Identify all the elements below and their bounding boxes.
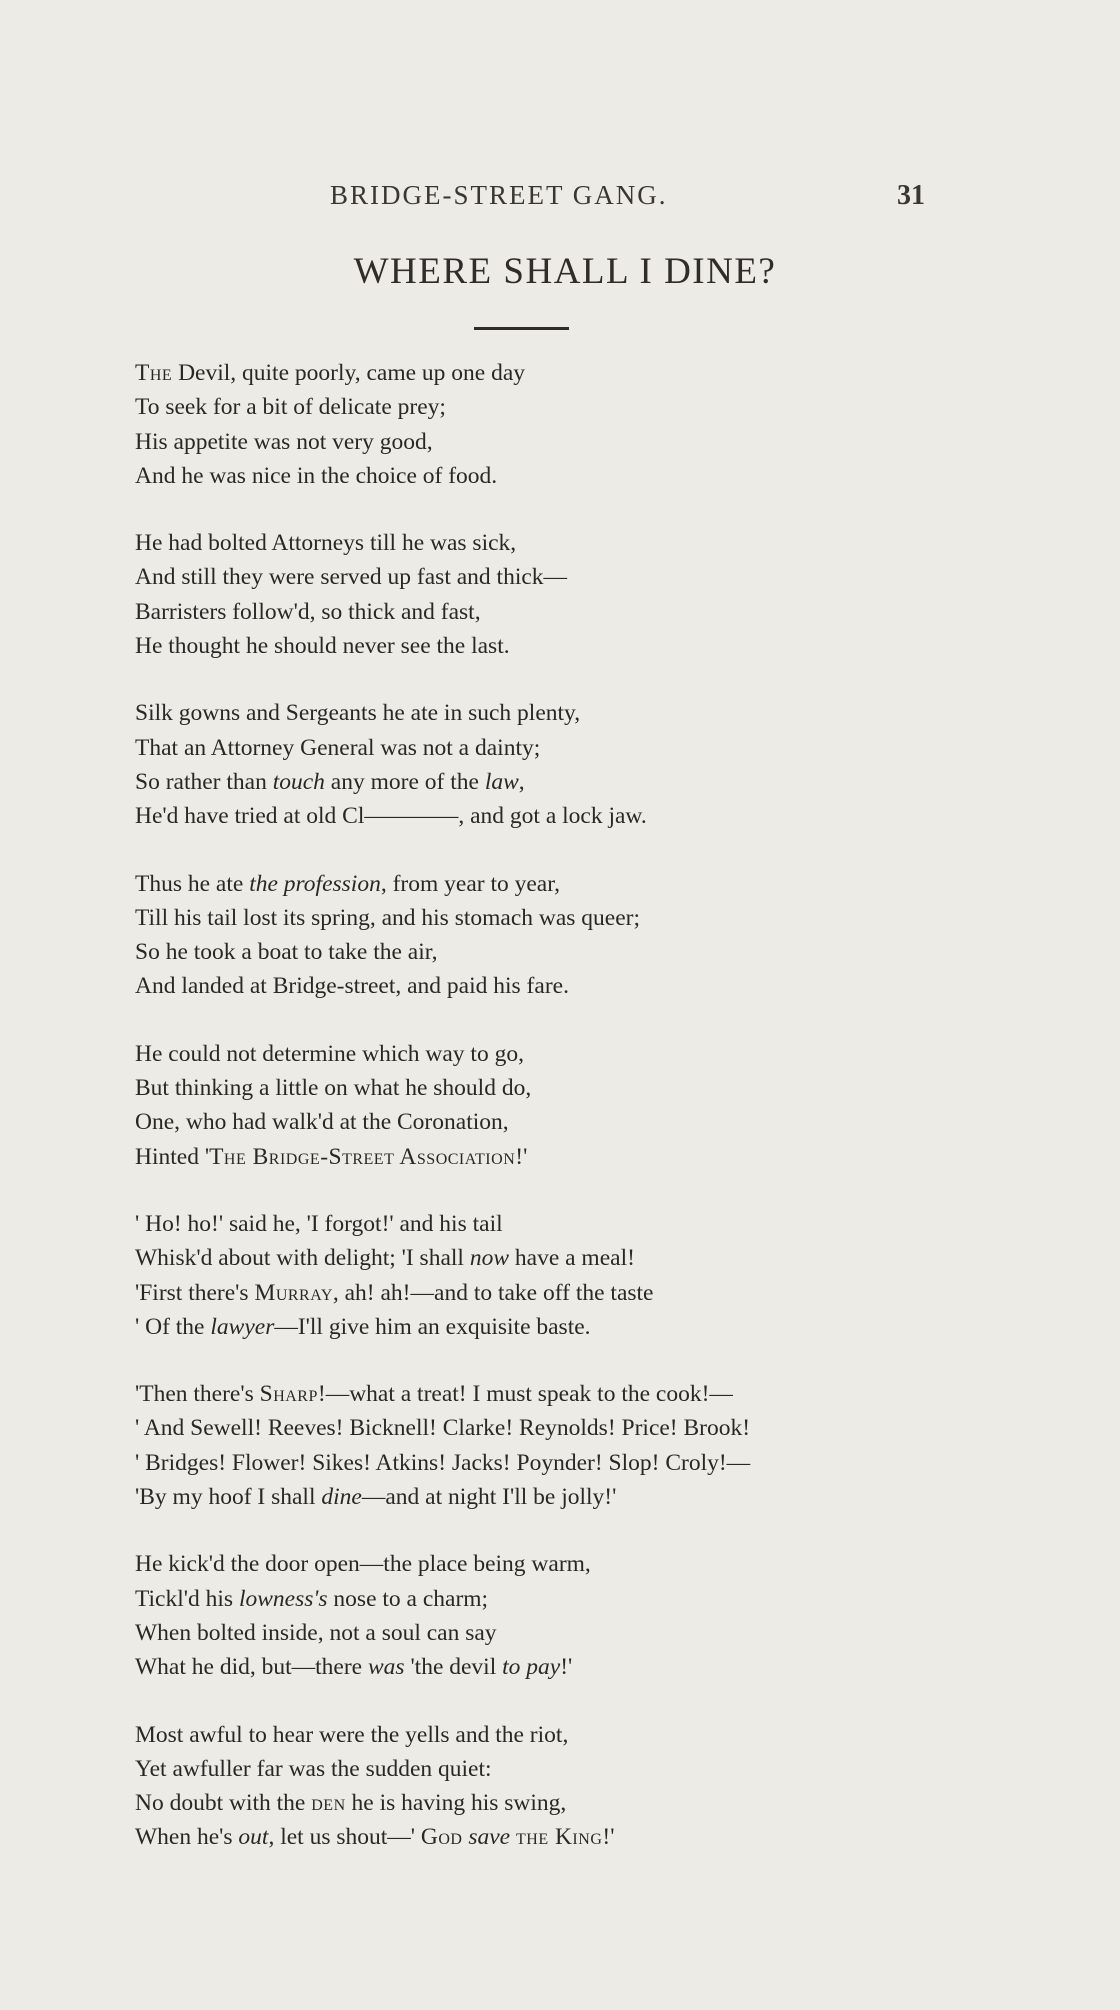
poem-line: No doubt with the den he is having his swing, <box>135 1790 567 1817</box>
poem-line: What he did, but—there was 'the devil to pay!' <box>135 1654 573 1681</box>
running-head: BRIDGE-STREET GANG. <box>330 180 668 210</box>
poem-title: WHERE SHALL I DINE? <box>353 251 777 292</box>
poem-line: Thus he ate the profession, from year to year, <box>135 870 560 897</box>
poem-line: So rather than touch any more of the law, <box>135 768 525 795</box>
poem-line: That an Attorney General was not a dainty; <box>135 734 541 761</box>
poem-line: He had bolted Attorneys till he was sick, <box>135 530 517 557</box>
stanza <box>135 1207 985 1344</box>
poem-line: Whisk'd about with delight; 'I shall now have a meal! <box>135 1245 635 1272</box>
page-number: 31 <box>897 180 925 211</box>
poem-line: One, who had walk'd at the Coronation, <box>135 1109 509 1136</box>
poem-line: To seek for a bit of delicate prey; <box>135 394 446 421</box>
poem-line: So he took a boat to take the air, <box>135 939 438 966</box>
stanza <box>135 1547 985 1684</box>
poem-line: His appetite was not very good, <box>135 428 433 455</box>
poem-line: The Devil, quite poorly, came up one day <box>135 360 526 386</box>
poem-line: He'd have tried at old Cl————, and got a lock jaw. <box>135 803 647 830</box>
poem-line: Tickl'd his lowness's nose to a charm; <box>135 1585 489 1612</box>
poem-line: Silk gowns and Sergeants he ate in such plenty, <box>135 700 581 727</box>
poem-line: He kick'd the door open—the place being warm, <box>135 1551 591 1578</box>
poem-line: ' Bridges! Flower! Sikes! Atkins! Jacks! Poynder! Slop! Croly!— <box>135 1449 751 1476</box>
stanza <box>135 1037 985 1174</box>
poem-line: And landed at Bridge-street, and paid his fare. <box>135 973 569 1000</box>
poem-line: Hinted 'The Bridge-Street Association!' <box>135 1143 528 1170</box>
poem-line: ' Of the lawyer—I'll give him an exquisite baste. <box>135 1313 591 1340</box>
title-rule <box>474 327 569 330</box>
poem-body <box>135 356 985 1888</box>
stanza <box>135 356 985 493</box>
poem-line: And he was nice in the choice of food. <box>135 462 498 489</box>
poem-line: 'First there's Murray, ah! ah!—and to take off the taste <box>135 1279 654 1306</box>
stanza <box>135 1377 985 1514</box>
poem-line: 'Then there's Sharp!—what a treat! I must speak to the cook!— <box>135 1381 733 1408</box>
poem-line: When bolted inside, not a soul can say <box>135 1619 497 1646</box>
poem-line: He could not determine which way to go, <box>135 1040 524 1067</box>
poem-line: He thought he should never see the last. <box>135 633 510 660</box>
stanza <box>135 696 985 833</box>
poem-line: But thinking a little on what he should do, <box>135 1075 532 1102</box>
poem-line: ' And Sewell! Reeves! Bicknell! Clarke! Reynolds! Price! Brook! <box>135 1415 751 1442</box>
poem-line: And still they were served up fast and thick— <box>135 564 568 591</box>
poem-line: ' Ho! ho!' said he, 'I forgot!' and his tail <box>135 1210 503 1237</box>
poem-line: When he's out, let us shout—' God save the King!' <box>135 1824 615 1851</box>
stanza <box>135 1718 985 1855</box>
poem-line: Till his tail lost its spring, and his stomach was queer; <box>135 904 641 931</box>
poem-line: Yet awfuller far was the sudden quiet: <box>135 1755 492 1782</box>
poem-line: 'By my hoof I shall dine—and at night I'll be jolly!' <box>135 1484 617 1511</box>
stanza <box>135 867 985 1004</box>
poem-line: Most awful to hear were the yells and the riot, <box>135 1721 569 1748</box>
stanza <box>135 526 985 663</box>
poem-line: Barristers follow'd, so thick and fast, <box>135 598 481 625</box>
